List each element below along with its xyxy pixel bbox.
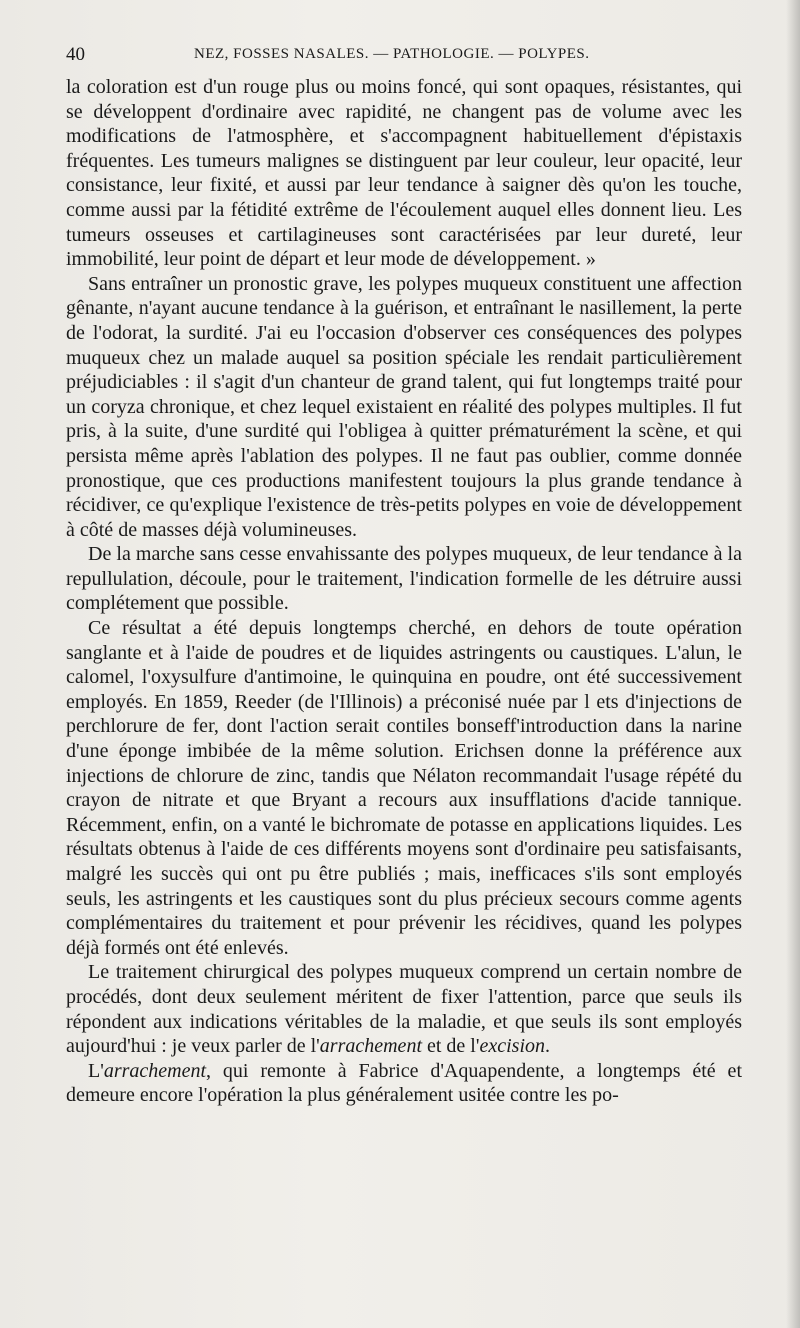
paragraph-surgical-treatment xyxy=(66,960,742,1058)
paragraph-arrachement xyxy=(66,1059,742,1108)
page-edge-shadow xyxy=(786,0,800,1328)
paragraph-prognosis: Sans entraîner un pronostic grave, les polypes muqueux constituent une affection gênante, n'ayant aucune tendance à la guérison, et entraînant le nasillement, la perte de l'odorat, la surdité. J'ai eu l'occasion d'observer ces conséquences des polypes muqueux chez un malade auquel sa position spéciale les rendait particulièrement préjudiciables : il s'agit d'un chanteur de grand talent, qui fut longtemps traité pour un coryza chronique, et chez lequel existaient en réalité des polypes multiples. Il fut pris, à la suite, d'une surdité qui l'obligea à quitter prématurément la scène, et qui persista même après l'ablation des polypes. Il ne faut pas oublier, comme donnée pronostique, que ces productions manifestent toujours la plus grande tendance à récidiver, ce qu'explique l'existence de très-petits polypes en voie de développement à côté de masses déjà volumineuses. xyxy=(66,272,742,541)
text-segment: Le traitement chirurgical des polypes muqueux comprend un certain nombre de procédés, dont deux seulement méritent de fixer l'attention, parce que seuls ils répondent aux indications véritables de la maladie, et que seuls ils sont employés aujourd'hui : je veux parler de l' xyxy=(66,961,742,1058)
text-segment: , qui remonte à Fabrice d'Aquapendente, a longtemps été et demeure encore l'opération la plus généralement usitée contre les po- xyxy=(66,1059,742,1107)
body-text xyxy=(66,75,742,1108)
paragraph-astringents: Ce résultat a été depuis longtemps cherché, en dehors de toute opération sanglante et à l'aide de poudres et de liquides astringents ou caustiques. L'alun, le calomel, l'oxysulfure d'antimoine, le quinquina en poudre, ont été successivement employés. En 1859, Reeder (de l'Illinois) a préconisé nuée par l ets d'injections de perchlorure de fer, dont l'action serait contiles bonseff'introduction dans la narine d'une éponge imbibée de la même solution. Erichsen donne la préférence aux injections de chlorure de zinc, tandis que Nélaton recommandait l'usage répété du crayon de nitrate et que Bryant a recours aux insufflations d'acide tannique. Récemment, enfin, on a vanté le bichromate de potasse en applications liquides. Les résultats obtenus à l'aide de ces différents moyens sont d'ordinaire peu satisfaisants, malgré les succès qui ont pu être publiés ; mais, inefficaces s'ils sont employés seuls, les astringents et les caustiques sont du plus précieux secours comme agents complémentaires du traitement et pour prévenir les récidives, quand les polypes déjà formés ont été enlevés. xyxy=(66,617,742,959)
text-segment: L' xyxy=(88,1059,104,1082)
paragraph-treatment-indication: De la marche sans cesse envahissante des polypes muqueux, de leur tendance à la repullulation, découle, pour le traitement, l'indication formelle de les détruire aussi complétement que possible. xyxy=(66,543,742,615)
term-arrachement: arrachement xyxy=(319,1035,422,1058)
term-excision: excision xyxy=(479,1035,546,1058)
text-segment: et de l' xyxy=(422,1035,480,1058)
paragraph-continuation: la coloration est d'un rouge plus ou moins foncé, qui sont opaques, résistantes, qui se développent d'ordinaire avec rapidité, ne changent pas de volume avec les modifications de l'atmosphère, et s'accompagnent habituellement d'épistaxis fréquentes. Les tumeurs malignes se distinguent par leur couleur, leur opacité, leur consistance, leur fixité, et aussi par leur tendance à saigner dès qu'on les touche, comme aussi par la fétidité extrême de l'écoulement auquel elles donnent lieu. Les tumeurs osseuses et cartilagineuses sont caractérisées par leur dureté, leur immobilité, leur point de départ et leur mode de développement. » xyxy=(66,76,742,271)
page-header xyxy=(66,44,742,70)
term-arrachement-heading: arrachement xyxy=(103,1059,207,1082)
page-number: 40 xyxy=(66,44,85,65)
text-segment: . xyxy=(545,1035,551,1058)
running-head: NEZ, FOSSES NASALES. — PATHOLOGIE. — POLYPES. xyxy=(194,46,590,62)
